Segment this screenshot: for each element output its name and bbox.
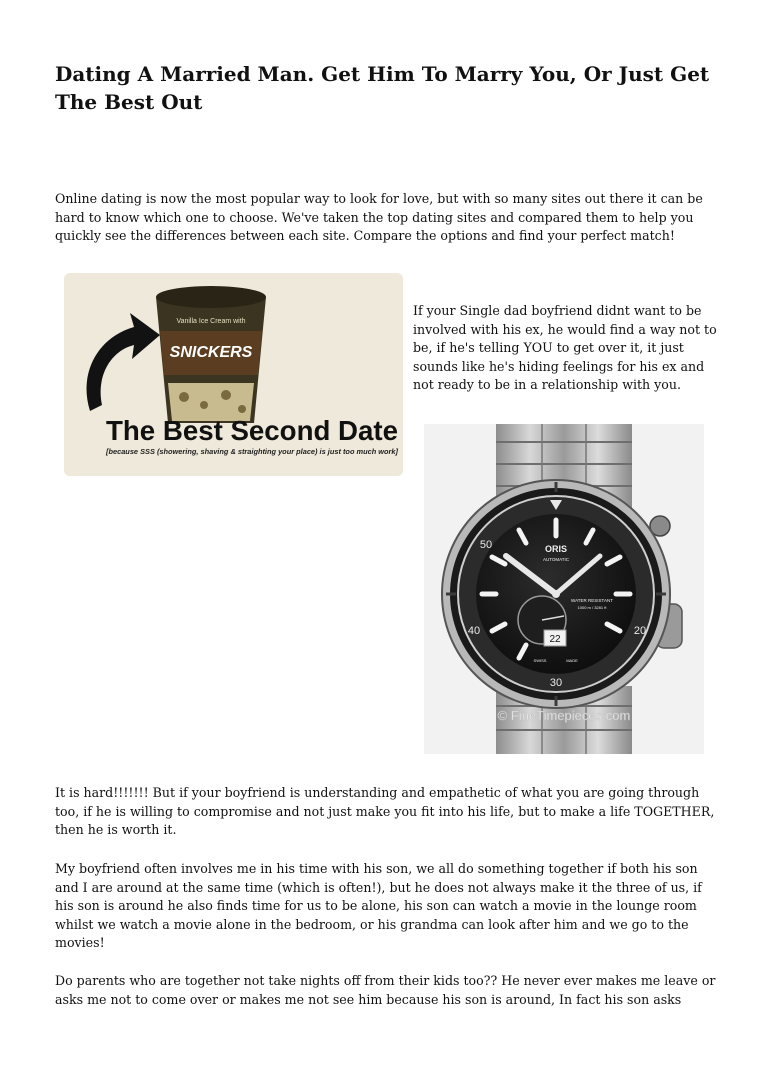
best-second-date-image bbox=[64, 273, 403, 476]
date-window: 22 bbox=[549, 634, 561, 645]
dial-brand: ORIS bbox=[544, 544, 568, 554]
bezel-20: 20 bbox=[633, 625, 647, 637]
bezel-40: 40 bbox=[467, 625, 481, 637]
watermark: © FineTimepieces.com bbox=[497, 708, 631, 723]
dial-swiss: SWISS bbox=[533, 658, 547, 663]
paragraph-parents: Do parents who are together not take nights off from their kids too?? He never ever makes me leave or asks me not to come over or makes me not see him because his son is around, In fact his son asks bbox=[55, 973, 716, 1007]
sidebar-paragraph: If your Single dad boyfriend didnt want to be involved with his ex, he would find a way not to be, if he's telling YOU to get over it, it just sounds like he's hiding feelings for his ex and not ready to be in a relationship with you. bbox=[413, 303, 717, 393]
dial-water: WATER RESISTANT bbox=[571, 598, 613, 603]
ice-cream-tub bbox=[156, 286, 266, 423]
promo-headline: The Best Second Date bbox=[106, 415, 398, 446]
tub-brand: SNICKERS bbox=[169, 344, 253, 361]
intro-paragraph: Online dating is now the most popular way to look for love, but with so many sites out there it can be hard to know which one to choose. We've taken the top dating sites and compared them to help you quickly see the differences between each site. Compare the options and find your perfect match! bbox=[55, 191, 703, 244]
paragraph-hard: It is hard!!!!!!! But if your boyfriend is understanding and empathetic of what you are going through too, if he is willing to compromise and not just make you fit into his life, but to make a life TOGETHER, then he is worth it. bbox=[55, 785, 715, 838]
paragraph-boyfriend: My boyfriend often involves me in his time with his son, we all do something together if both his son and I are around at the same time (which is often!), but he does not always make it the three of us, if his son is around he also finds time for us to be alone, his son can watch a movie in the lounge room whilst we watch a movie alone in the bedroom, or his grandma can look after him and we go to the movies! bbox=[55, 861, 702, 951]
watch-image bbox=[424, 424, 704, 754]
dial-made: MADE bbox=[566, 658, 578, 663]
page-title: Dating A Married Man. Get Him To Marry You, Or Just Get The Best Out bbox=[55, 62, 710, 114]
bezel-30: 30 bbox=[549, 677, 563, 689]
dial-model: AUTOMATIC bbox=[542, 557, 570, 562]
dial-depth: 1000 m / 3281 ft bbox=[577, 605, 607, 610]
tub-label: Vanilla Ice Cream with bbox=[176, 318, 246, 325]
bezel-50: 50 bbox=[479, 539, 493, 551]
promo-caption: [because SSS (showering, shaving & straighting your place) is just too much work] bbox=[104, 449, 399, 456]
